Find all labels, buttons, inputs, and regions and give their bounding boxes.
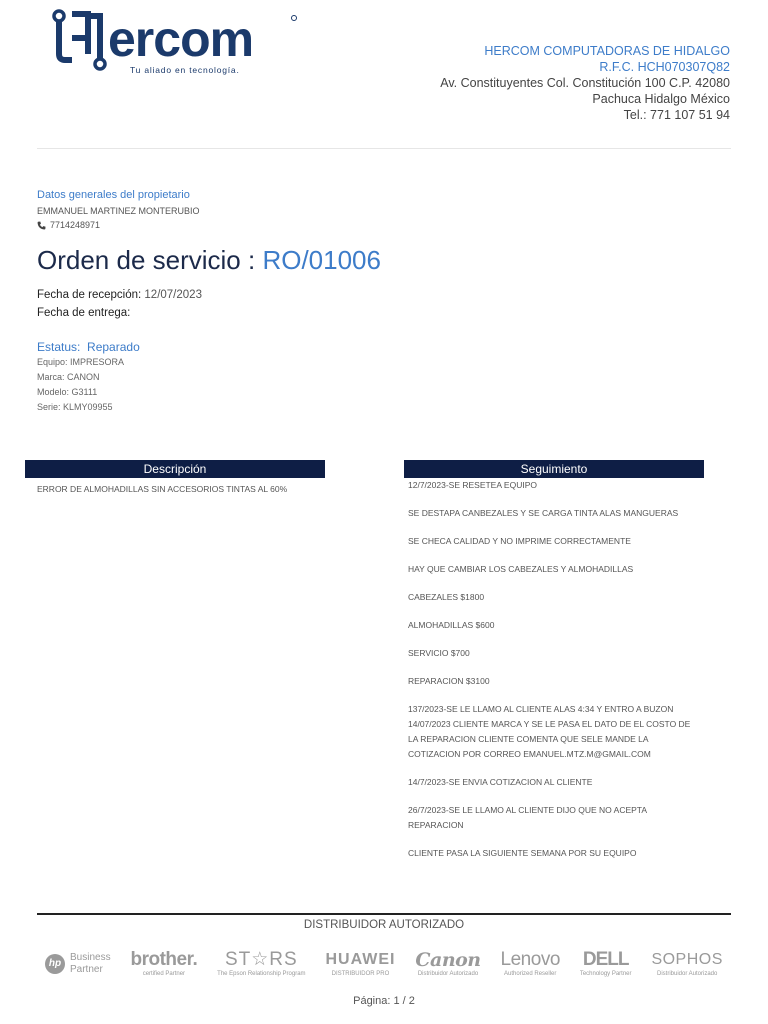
tracking-item: ALMOHADILLAS $600 (408, 620, 495, 630)
tracking-item: CLIENTE PASA LA SIGUIENTE SEMANA POR SU EQUIPO (408, 848, 637, 858)
phone-icon (37, 221, 46, 230)
reception-date-row (37, 286, 202, 304)
stars-sub: The Epson Relationship Program (217, 971, 306, 977)
tracking-item: SERVICIO $700 (408, 648, 470, 658)
reception-date-label: Fecha de recepción: (37, 289, 142, 301)
brother-logo (131, 950, 198, 978)
hp-line1: Business (70, 952, 111, 963)
canon-wordmark: Canon (415, 949, 481, 971)
tracking-item: CABEZALES $1800 (408, 592, 485, 602)
huawei-logo (325, 950, 395, 978)
owner-phone-row (37, 218, 200, 232)
canon-sub: Distribuidor Autorizado (417, 971, 479, 977)
company-address-line1: Av. Constituyentes Col. Constitución 100 C.P. 42080 (440, 76, 730, 90)
dates-section (37, 286, 202, 322)
owner-phone-number: 7714248971 (50, 220, 101, 230)
dell-wordmark: DELL (582, 949, 629, 970)
owner-section (37, 188, 200, 232)
dell-sub: Technology Partner (579, 971, 632, 977)
tracking-item: HAY QUE CAMBIAR LOS CABEZALES Y ALMOHADILLAS (408, 564, 634, 574)
status-label: Estatus: (37, 340, 81, 354)
company-phone: Tel.: 771 107 51 94 (623, 108, 730, 122)
company-name: HERCOM COMPUTADORAS DE HIDALGO (484, 44, 730, 58)
company-rfc: R.F.C. HCH070307Q82 (599, 60, 730, 74)
canon-logo (415, 950, 480, 978)
tracking-item: 137/2023-SE LE LLAMO AL CLIENTE ALAS 4:34 Y ENTRO A BUZON (408, 704, 674, 714)
svg-text:ercom: ercom (108, 11, 254, 67)
footer-divider (37, 913, 731, 915)
owner-name: EMMANUEL MARTINEZ MONTERUBIO (37, 206, 200, 216)
lenovo-logo (501, 950, 560, 978)
hp-icon: hp (45, 954, 65, 974)
reception-date-value: 12/07/2023 (144, 289, 202, 301)
order-title (37, 245, 381, 276)
equipment-serial: Serie: KLMY09955 (37, 402, 113, 412)
hercom-logo (50, 8, 300, 78)
header-divider (37, 148, 731, 149)
tracking-list (408, 478, 698, 874)
tracking-item: SE CHECA CALIDAD Y NO IMPRIME CORRECTAMENTE (408, 536, 631, 546)
brand-logos (37, 944, 731, 984)
epson-stars-logo (217, 950, 305, 978)
sophos-wordmark: SOPHOS (651, 951, 723, 968)
tracking-item: 14/7/2023-SE ENVIA COTIZACION AL CLIENTE (408, 777, 593, 787)
hp-partner-text (70, 952, 111, 976)
stars-wordmark: ST☆RS (224, 949, 298, 970)
tracking-item: REPARACION $3100 (408, 676, 490, 686)
dell-logo (580, 950, 632, 978)
huawei-wordmark: HUAWEI (325, 951, 396, 968)
equipment-model: Modelo: G3111 (37, 387, 98, 397)
sophos-logo (651, 950, 722, 978)
company-info (440, 43, 730, 123)
order-number: RO/01006 (262, 245, 381, 275)
equipment-type: Equipo: IMPRESORA (37, 357, 125, 367)
huawei-sub: DISTRIBUIDOR PRO (331, 971, 390, 977)
distributor-title: DISTRIBUIDOR AUTORIZADO (303, 919, 465, 931)
tracking-item: 26/7/2023-SE LE LLAMO AL CLIENTE DIJO QUE NO ACEPTA REPARACION (408, 805, 647, 830)
description-text: ERROR DE ALMOHADILLAS SIN ACCESORIOS TINTAS AL 60% (37, 484, 288, 494)
status-value: Reparado (87, 340, 140, 354)
hp-partner-logo (45, 952, 111, 976)
logo-tagline: Tu aliado en tecnología. (130, 65, 240, 75)
tracking-item: 14/07/2023 CLIENTE MARCA Y SE LE PASA EL DATO DE EL COSTO DE LA REPARACION CLIENTE COMENTA QUE SELE MANDE LA COTIZACION POR CORREO EMANUEL.MTZ.M@GMAIL.COM (408, 719, 691, 759)
tracking-item: SE DESTAPA CANBEZALES Y SE CARGA TINTA ALAS MANGUERAS (408, 508, 679, 518)
tracking-header: Seguimiento (404, 460, 704, 478)
delivery-date-label: Fecha de entrega: (37, 307, 131, 319)
brother-sub: certified Partner (142, 971, 186, 977)
lenovo-wordmark: Lenovo (500, 949, 560, 970)
brother-wordmark: brother. (130, 949, 198, 970)
lenovo-sub: Authorized Reseller (504, 971, 557, 977)
order-title-label: Orden de servicio : (37, 245, 263, 275)
equipment-brand: Marca: CANON (37, 372, 100, 382)
hp-line2: Partner (70, 964, 103, 975)
page-number: Página: 1 / 2 (353, 995, 415, 1007)
description-header: Descripción (25, 460, 325, 478)
status-row (37, 339, 140, 355)
status-section (37, 339, 140, 415)
company-address-line2: Pachuca Hidalgo México (592, 92, 730, 106)
owner-title: Datos generales del propietario (37, 189, 190, 201)
tracking-item: 12/7/2023-SE RESETEA EQUIPO (408, 480, 537, 490)
sophos-sub: Distribuidor Autorizado (656, 971, 718, 977)
